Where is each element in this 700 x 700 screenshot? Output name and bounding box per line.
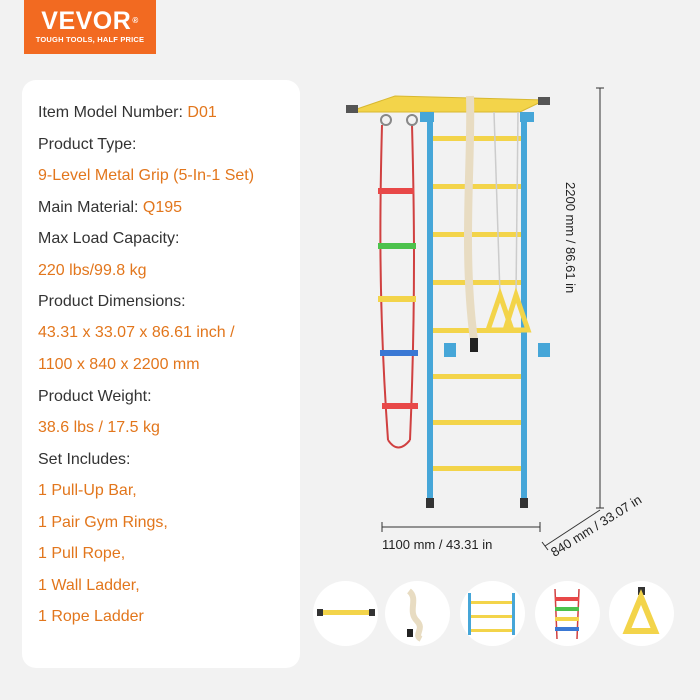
width-dimension: 1100 mm / 43.31 in xyxy=(382,537,493,552)
pull-up-bar xyxy=(346,96,550,122)
set-label: Set Includes: xyxy=(38,451,131,468)
load-value: 220 lbs/99.8 kg xyxy=(38,262,147,279)
dims-value-inch: 43.31 x 33.07 x 86.61 inch / xyxy=(38,324,235,341)
thumb-wall-ladder xyxy=(460,581,525,646)
pull-rope xyxy=(468,96,478,352)
set-item: 1 Pull Rope, xyxy=(38,545,126,562)
thumb-rope-ladder xyxy=(535,581,600,646)
load-label: Max Load Capacity: xyxy=(38,230,180,247)
thumb-pull-rope xyxy=(385,581,450,646)
set-item: 1 Pair Gym Rings, xyxy=(38,514,168,531)
brand-tagline: TOUGH TOOLS, HALF PRICE xyxy=(35,35,145,44)
rope-ladder xyxy=(378,115,418,448)
height-dimension: 2200 mm / 86.61 in xyxy=(563,182,578,294)
dims-label: Product Dimensions: xyxy=(38,293,186,310)
dims-value-mm: 1100 x 840 x 2200 mm xyxy=(38,356,200,373)
model-row: Item Model Number: D01 xyxy=(38,104,217,121)
set-item: 1 Rope Ladder xyxy=(38,608,144,625)
depth-dimension: 840 mm / 33.07 in xyxy=(548,491,645,560)
type-value: 9-Level Metal Grip (5-In-1 Set) xyxy=(38,167,255,184)
material-row: Main Material: Q195 xyxy=(38,199,183,216)
brand-name: VEVOR® xyxy=(41,7,139,35)
set-item: 1 Pull-Up Bar, xyxy=(38,482,137,499)
wall-ladder xyxy=(426,118,550,508)
weight-value: 38.6 lbs / 17.5 kg xyxy=(38,419,160,436)
set-item: 1 Wall Ladder, xyxy=(38,577,140,594)
weight-label: Product Weight: xyxy=(38,388,152,405)
type-label: Product Type: xyxy=(38,136,137,153)
thumb-gym-ring xyxy=(609,581,674,646)
thumb-pull-up-bar xyxy=(313,581,378,646)
